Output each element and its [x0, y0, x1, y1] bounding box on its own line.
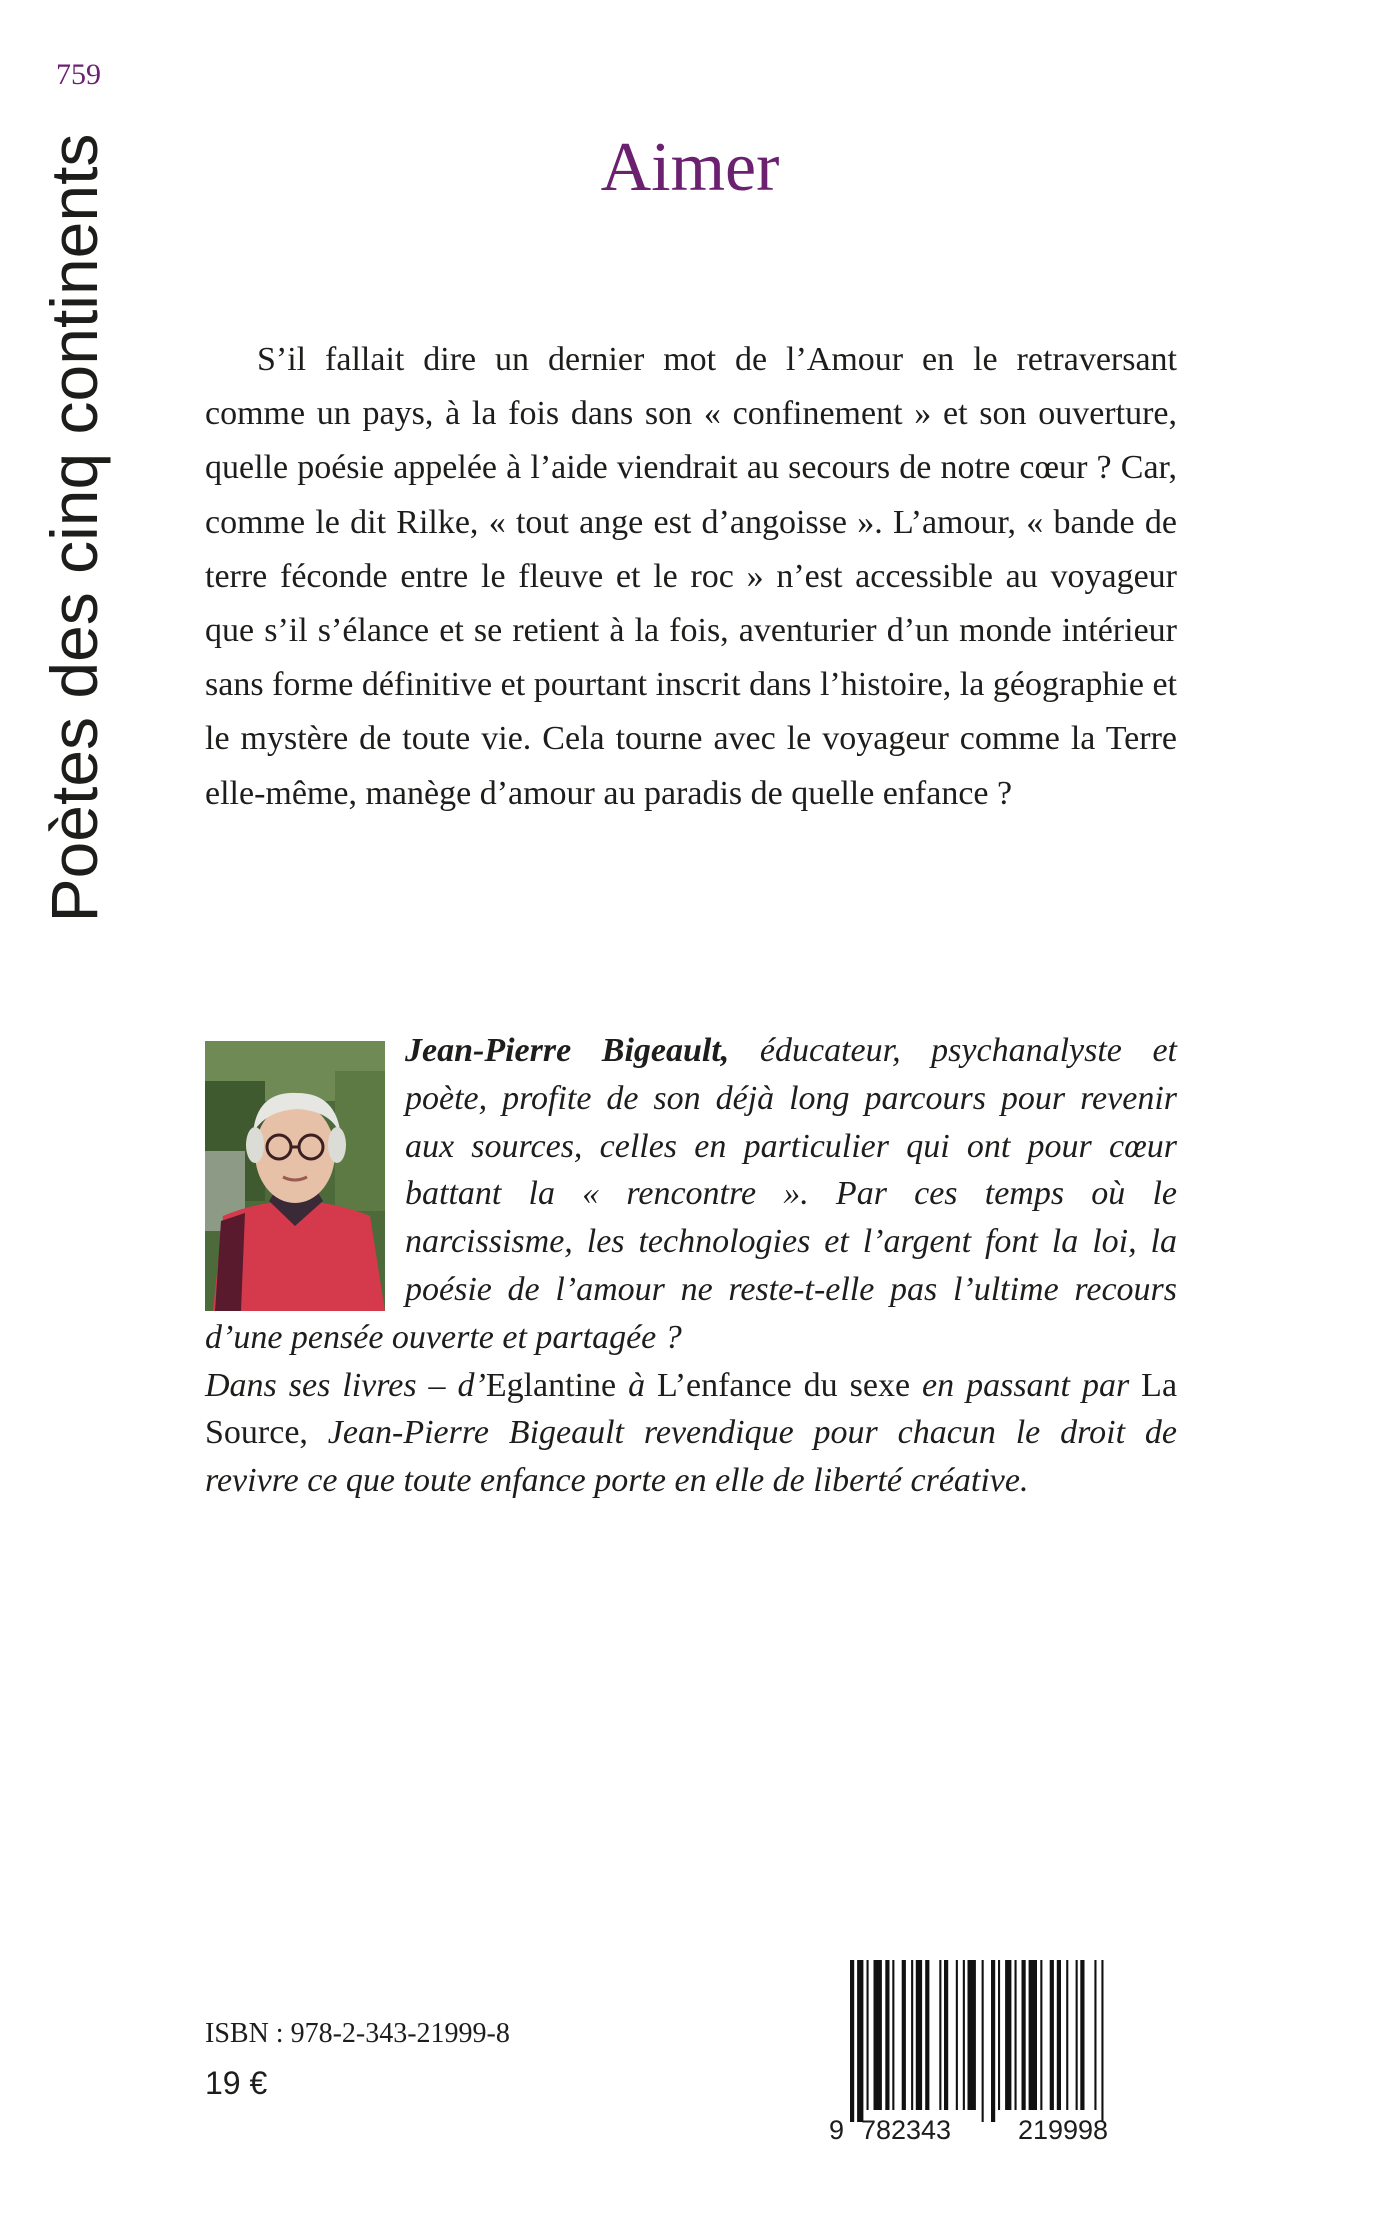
barcode-bar	[857, 1960, 863, 2122]
book-title: Aimer	[600, 129, 780, 206]
barcode-bar	[956, 1960, 958, 2110]
barcode-bar	[867, 1960, 869, 2110]
barcode-bar	[1066, 1960, 1068, 2110]
barcode-bar	[944, 1960, 948, 2110]
series-name: Poètes des cinq continents	[37, 133, 111, 923]
barcode-bar	[991, 1960, 995, 2122]
books-intro: Dans ses livres – d’	[205, 1366, 486, 1404]
book-title-source: La Source,	[205, 1366, 1178, 1452]
author-bio	[205, 1027, 1177, 1505]
barcode-bars	[850, 1960, 1104, 2122]
barcode-bar	[968, 1960, 976, 2110]
back-cover-blurb: S’il fallait dire un dernier mot de l’Amour en le retraversant comme un pays, à la fois dans son « confinement » et son ouverture, quelle poésie appelée à l’aide viendrait au secours de notre cœur ? Car, comme le dit Rilke, « tout ange est d’angoisse ». L’amour, « bande de terre féconde entre le fleuve et le roc » n’est accessible au voyageur que s’il s’élance et se retient à la fois, aventurier d’un monde intérieur sans forme définitive et pourtant inscrit dans l’histoire, la géographie et le mystère de toute vie. Cela tourne avec le voyageur comme la Terre elle-même, manège d’amour au paradis de quelle enfance ?	[205, 341, 1177, 812]
barcode-bar	[1029, 1960, 1037, 2110]
barcode-bar	[925, 1960, 929, 2110]
barcode-group1: 782343	[860, 2115, 952, 2145]
price: 19 €	[205, 2065, 268, 2101]
book-title-enfance: L’enfance du sexe	[657, 1366, 911, 1404]
books-connector: à	[616, 1366, 658, 1404]
barcode-bar	[1057, 1960, 1061, 2110]
barcode-bar	[916, 1960, 922, 2110]
barcode-bar	[1076, 1960, 1078, 2110]
barcode	[826, 1956, 1166, 2146]
barcode-bar	[1022, 1960, 1026, 2110]
author-photo	[205, 1041, 385, 1311]
barcode-bar	[911, 1960, 913, 2110]
barcode-bar	[885, 1960, 889, 2110]
books-end: Jean-Pierre Bigeault revendique pour chacun le droit de revivre ce que toute enfance porte en elle de liberté créative.	[205, 1414, 1177, 1500]
barcode-bar	[998, 1960, 1000, 2110]
barcode-bar	[1050, 1960, 1054, 2110]
barcode-bar	[850, 1960, 854, 2122]
barcode-group2: 219998	[1017, 2115, 1109, 2145]
barcode-bar	[892, 1960, 894, 2110]
author-name: Jean-Pierre Bigeault,	[405, 1032, 730, 1069]
book-title-eglantine: Eglantine	[485, 1366, 617, 1404]
barcode-bar	[902, 1960, 906, 2110]
barcode-bar	[1080, 1960, 1084, 2110]
barcode-bar	[963, 1960, 965, 2110]
barcode-bar	[1094, 1960, 1096, 2110]
barcode-bar	[939, 1960, 941, 2110]
isbn: ISBN : 978-2-343-21999-8	[205, 2018, 510, 2049]
barcode-bar	[1015, 1960, 1017, 2110]
barcode-bar	[1101, 1960, 1103, 2122]
author-books-paragraph	[205, 1362, 1177, 1505]
author-bio-text: éducateur, psychanalyste et poète, profite de son déjà long parcours pour revenir aux sources, celles en particulier qui ont pour cœur battant la « rencontre ». Par ces temps où le narcissisme, les technologies et l’argent font la loi, la poésie de l’amour ne reste-t-elle pas l’ultime recours d’une pensée ouverte et partagée ?	[205, 1032, 1178, 1356]
barcode-first-digit: 9	[829, 2115, 845, 2145]
barcode-bar	[1040, 1960, 1042, 2110]
books-connector-2: en passant par	[910, 1366, 1130, 1404]
barcode-bar	[982, 1960, 984, 2122]
barcode-bar	[1005, 1960, 1011, 2110]
series-number: 759	[56, 58, 101, 91]
barcode-bar	[874, 1960, 882, 2110]
